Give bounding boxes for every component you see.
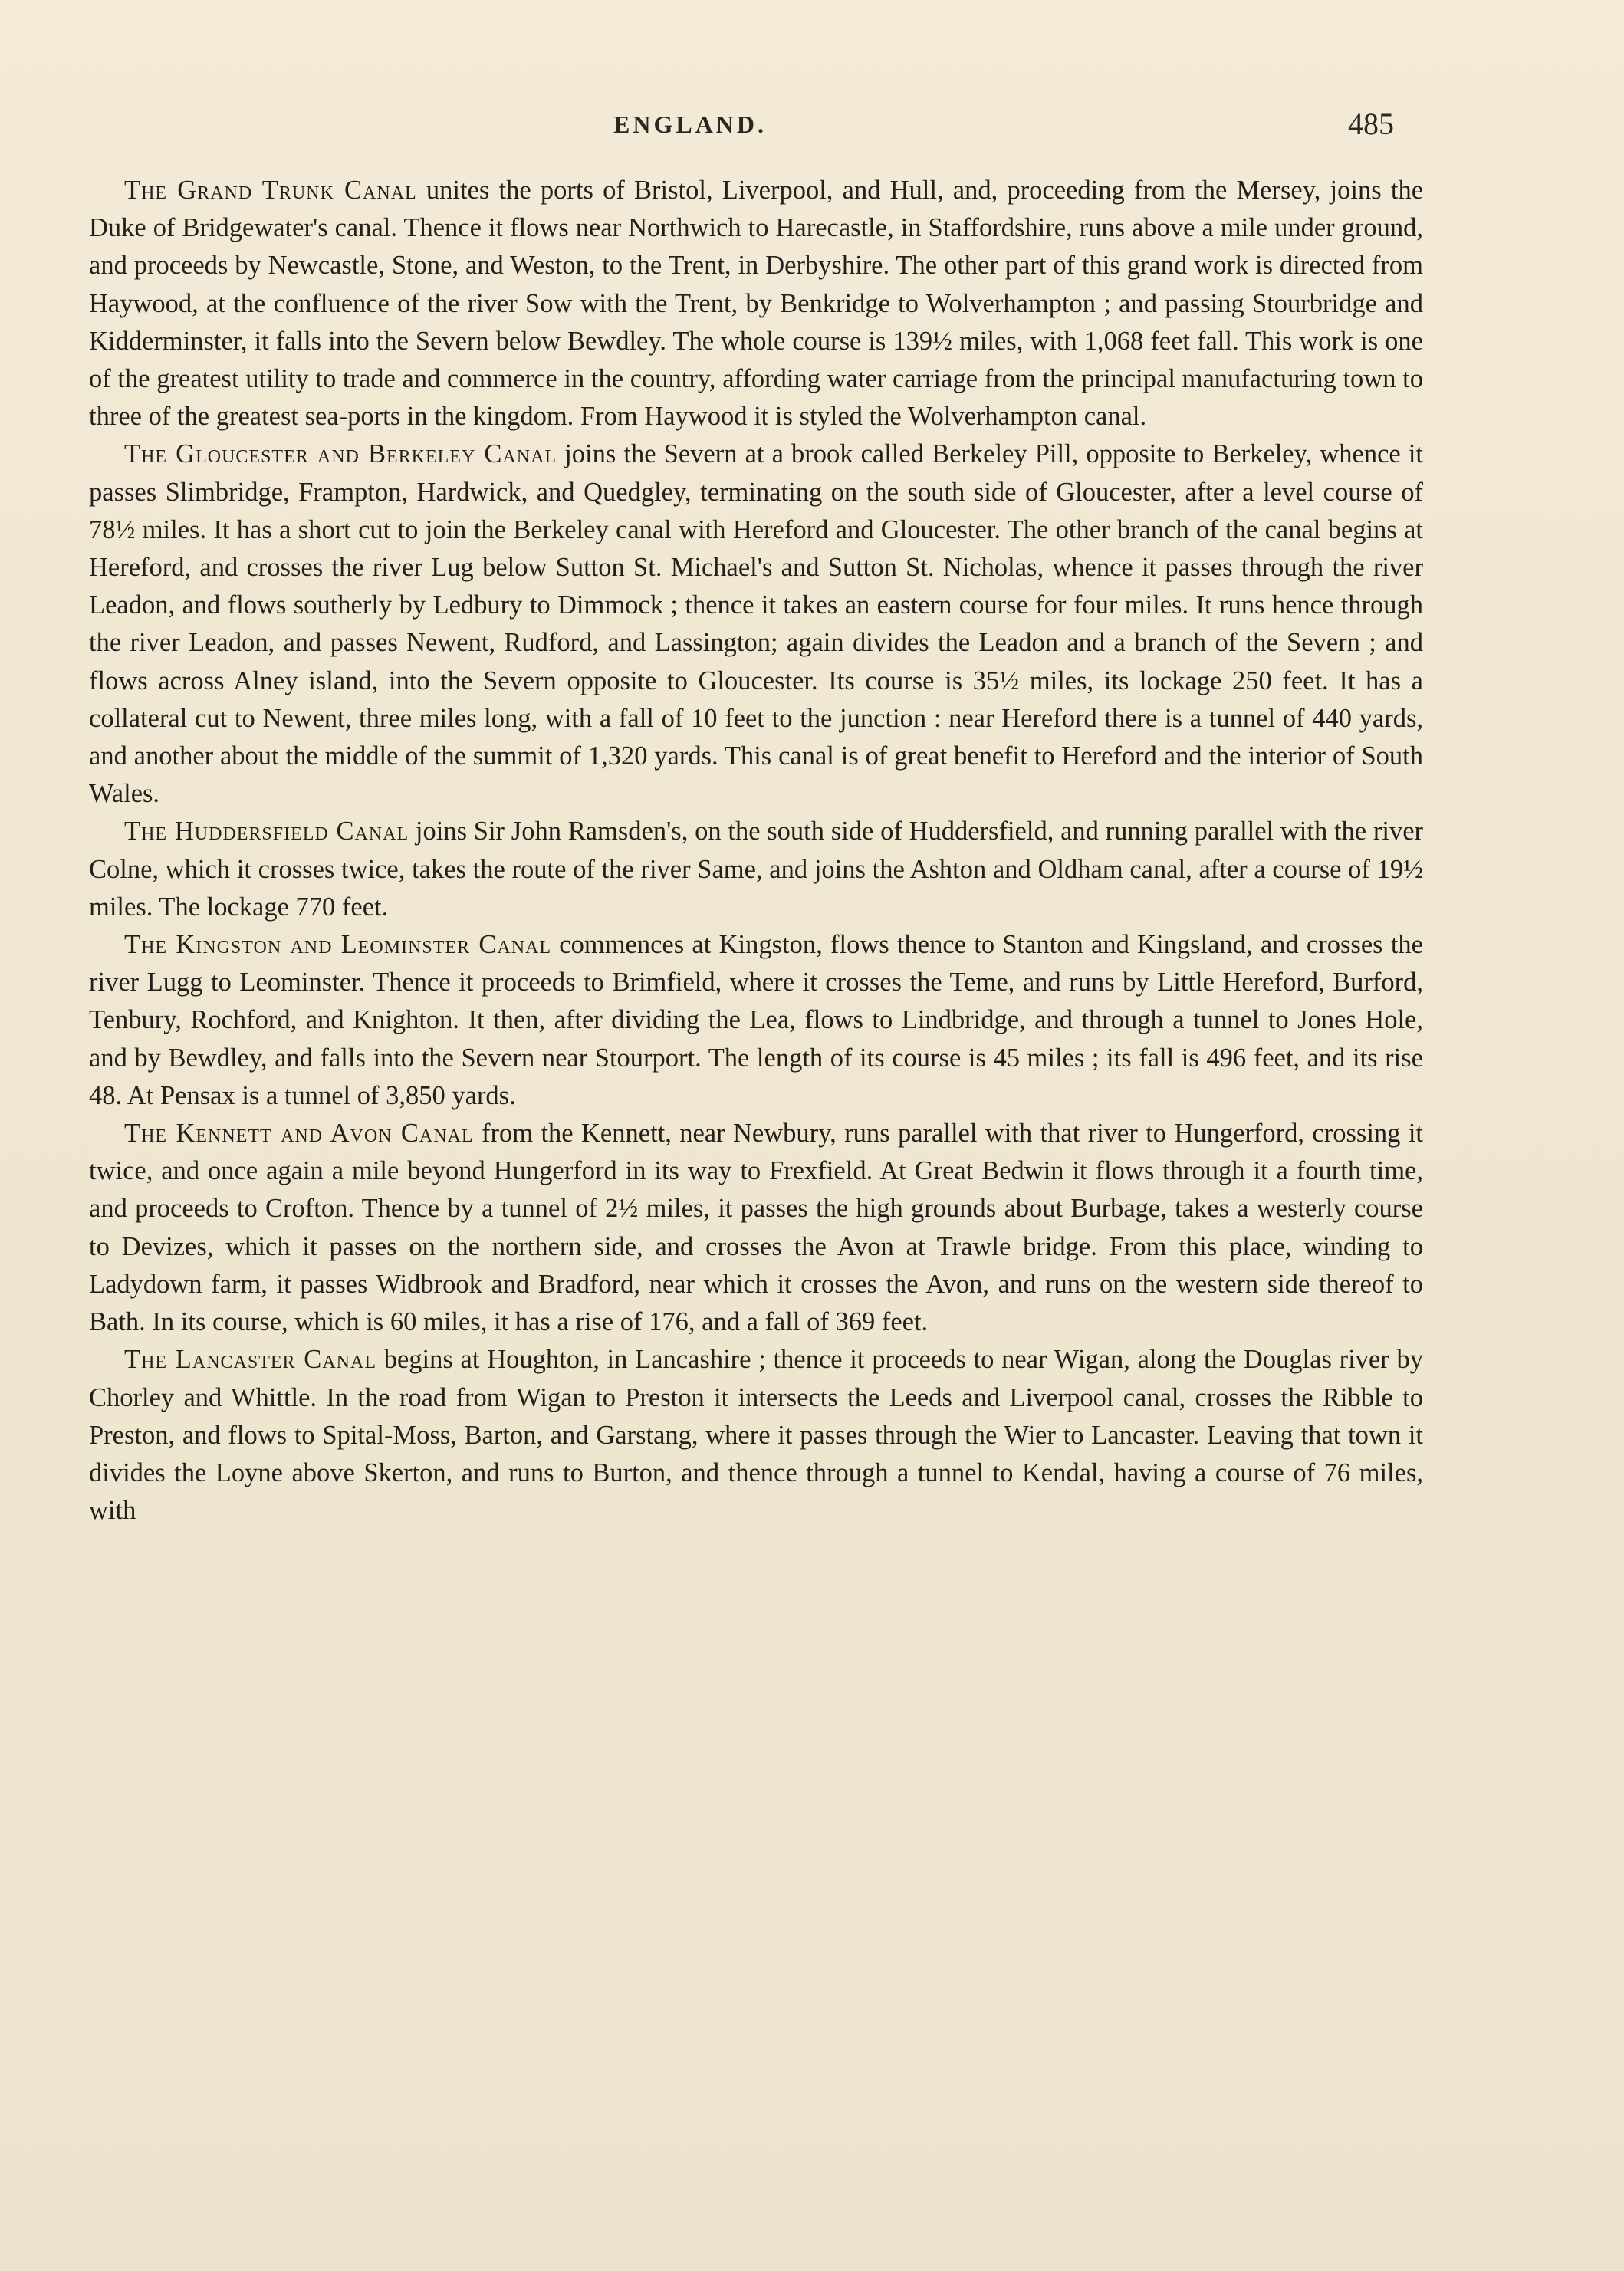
page-number: 485 [1348,107,1394,141]
canal-title: The Kingston and Leominster Canal [124,930,552,960]
canal-title: The Grand Trunk Canal [124,176,417,205]
paragraph-body: from the Kennett, near Newbury, runs parallel with that river to Hungerford, crossing it twice, and once again a mile beyond Hungerford in its way to Frexfield. At Great Bedwin it flows through it a fourth time, and proceeds to Crofton. Thence by a tunnel of 2½ miles, it passes the high grounds about Burbage, takes a westerly course to Devizes, which it passes on the northern side, and crosses the Avon at Trawle bridge. From this place, winding to Ladydown farm, it passes Widbrook and Bradford, near which it crosses the Avon, and runs on the western side thereof to Bath. In its course, which is 60 miles, it has a rise of 176, and a fall of 369 feet. [89,1119,1423,1337]
paragraph-body: joins the Severn at a brook called Berkeley Pill, opposite to Berkeley, whence it passes Slimbridge, Frampton, Hardwick, and Quedgley, terminating on the south side of Gloucester, after a level course of 78½ miles. It has a short cut to join the Berkeley canal with Hereford and Gloucester. The other branch of the canal begins at Hereford, and crosses the river Lug below Sutton St. Michael's and Sutton St. Nicholas, whence it passes through the river Leadon, and flows southerly by Ledbury to Dimmock ; thence it takes an eastern course for four miles. It runs hence through the river Leadon, and passes Newent, Rudford, and Lassington; again divides the Leadon and a branch of the Severn ; and flows across Alney island, into the Severn opposite to Gloucester. Its course is 35½ miles, its lockage 250 feet. It has a collateral cut to Newent, three miles long, with a fall of 10 feet to the junction : near Hereford there is a tunnel of 440 yards, and another about the middle of the summit of 1,320 yards. This canal is of great benefit to Hereford and the interior of South Wales. [89,439,1423,809]
running-head [0,106,1624,152]
paragraph-gloucester-berkeley-canal [89,435,1423,813]
paragraph-kennett-avon-canal [89,1115,1423,1341]
paragraph-huddersfield-canal [89,813,1423,926]
paragraph-lancaster-canal [89,1341,1423,1530]
paragraph-body: commences at Kingston, flows thence to Stanton and Kingsland, and crosses the river Lugg to Leominster. Thence it proceeds to Brimfield, where it crosses the Teme, and runs by Little Hereford, Burford, Tenbury, Rochford, and Knighton. It then, after dividing the Lea, flows to Lindbridge, and through a tunnel to Jones Hole, and by Bewdley, and falls into the Severn near Stourport. The length of its course is 45 miles ; its fall is 496 feet, and its rise 48. At Pensax is a tunnel of 3,850 yards. [89,930,1423,1110]
paragraph-body: begins at Houghton, in Lancashire ; thence it proceeds to near Wigan, along the Douglas river by Chorley and Whittle. In the road from Wigan to Preston it intersects the Leeds and Liverpool canal, crosses the Ribble to Preston, and flows to Spital-Moss, Barton, and Garstang, where it passes through the Wier to Lancaster. Leaving that town it divides the Loyne above Skerton, and runs to Burton, and thence through a tunnel to Kendal, having a course of 76 miles, with [89,1345,1423,1526]
paragraph-body: unites the ports of Bristol, Liverpool, and Hull, and, proceeding from the Mersey, joins the Duke of Bridgewater's canal. Thence it flows near Northwich to Harecastle, in Staffordshire, runs above a mile under ground, and proceeds by Newcastle, Stone, and Weston, to the Trent, in Derbyshire. The other part of this grand work is directed from Haywood, at the confluence of the river Sow with the Trent, by Benkridge to Wolverhampton ; and passing Stourbridge and Kidderminster, it falls into the Severn below Bewdley. The whole course is 139½ miles, with 1,068 feet fall. This work is one of the greatest utility to trade and commerce in the country, affording water carriage from the principal manufacturing town to three of the greatest sea-ports in the kingdom. From Haywood it is styled the Wolverhampton canal. [89,176,1424,432]
canal-title: The Lancaster Canal [124,1345,376,1375]
canal-title: The Gloucester and Berkeley Canal [124,439,557,469]
running-title: ENGLAND. [613,110,768,138]
canal-title: The Huddersfield Canal [124,817,409,846]
paragraph-grand-trunk-canal [89,172,1423,435]
paragraph-body: joins Sir John Ramsden's, on the south side of Huddersfield, and running parallel with the river Colne, which it crosses twice, takes the route of the river Same, and joins the Ashton and Oldham canal, after a course of 19½ miles. The lockage 770 feet. [89,817,1423,922]
body-text [89,172,1423,1530]
paragraph-kingston-leominster-canal [89,926,1423,1115]
canal-title: The Kennett and Avon Canal [124,1119,474,1149]
